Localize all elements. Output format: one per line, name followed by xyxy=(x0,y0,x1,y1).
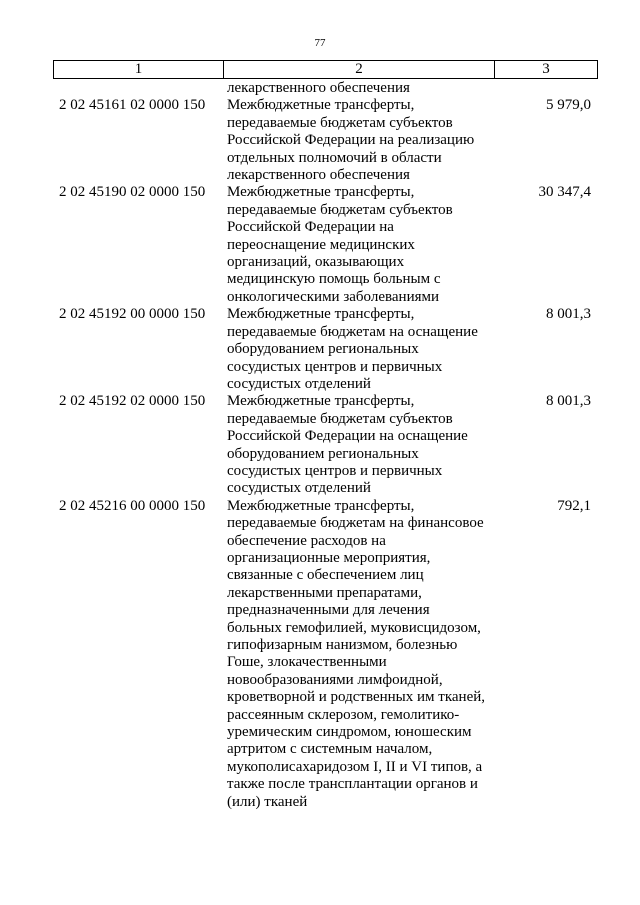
name-line: обеспечение расходов на xyxy=(227,532,386,549)
budget-code: 2 02 45161 02 0000 150 xyxy=(59,97,206,114)
name-line: Межбюджетные трансферты, xyxy=(227,393,415,410)
continuation-name-cell xyxy=(223,80,494,97)
amount-value: 8 001,3 xyxy=(546,393,591,410)
name-line: связанные с обеспечением лиц xyxy=(227,567,424,584)
revenue-name xyxy=(223,97,494,184)
name-line: отдельных полномочий в области xyxy=(227,149,442,166)
page-number: 77 xyxy=(314,37,326,49)
name-line: лекарственного обеспечения xyxy=(227,80,410,96)
name-line: Межбюджетные трансферты, xyxy=(227,497,415,514)
budget-code: 2 02 45216 00 0000 150 xyxy=(59,497,206,514)
amount-value: 792,1 xyxy=(557,497,591,514)
name-line: гипофизарным нанизмом, болезнью xyxy=(227,637,458,653)
table-row xyxy=(53,393,597,497)
budget-code: 2 02 45190 02 0000 150 xyxy=(59,184,206,201)
name-line: оборудованием региональных xyxy=(227,445,419,462)
name-line: артритом с системным началом, xyxy=(227,741,433,758)
revenue-name xyxy=(223,393,494,497)
table-row xyxy=(53,498,597,811)
name-line: передаваемые бюджетам на оснащение xyxy=(227,323,478,340)
name-line: (или) тканей xyxy=(227,793,308,810)
name-line: передаваемые бюджетам на финансовое xyxy=(227,515,484,532)
continuation-row xyxy=(53,80,597,97)
continuation-code-cell xyxy=(53,80,223,97)
amount-value: 8 001,3 xyxy=(546,306,591,323)
header-col-1: 1 xyxy=(54,61,224,79)
header-col-3: 3 xyxy=(495,61,598,79)
revenue-name xyxy=(223,184,494,306)
name-line: кроветворной и родственных им тканей, xyxy=(227,689,486,706)
name-line: Межбюджетные трансферты, xyxy=(227,306,415,323)
name-line: сосудистых отделений xyxy=(227,375,371,392)
name-line: организаций, оказывающих xyxy=(227,254,405,271)
name-line: также после трансплантации органов и xyxy=(227,776,478,793)
name-line: оборудованием региональных xyxy=(227,341,419,358)
name-line: лекарственными препаратами, xyxy=(227,584,422,601)
continuation-value-cell xyxy=(494,80,597,97)
name-line: мукополисахаридозом I, II и VI типов, а xyxy=(227,758,483,775)
name-line: Российской Федерации на оснащение xyxy=(227,428,468,445)
name-line: передаваемые бюджетам субъектов xyxy=(227,114,453,131)
budget-code: 2 02 45192 02 0000 150 xyxy=(59,393,206,410)
name-line: переоснащение медицинских xyxy=(227,236,415,253)
budget-code: 2 02 45192 00 0000 150 xyxy=(59,306,206,323)
revenue-table-body xyxy=(53,80,597,811)
name-line: Межбюджетные трансферты, xyxy=(227,97,415,114)
table-row xyxy=(53,97,597,184)
name-line: онкологическими заболеваниями xyxy=(227,288,440,305)
revenue-table xyxy=(53,80,597,811)
name-line: сосудистых отделений xyxy=(227,480,371,497)
name-line: передаваемые бюджетам субъектов xyxy=(227,201,453,218)
table-row xyxy=(53,306,597,393)
name-line: Российской Федерации на реализацию xyxy=(227,132,475,149)
header-col-2: 2 xyxy=(224,61,495,79)
revenue-name xyxy=(223,498,494,811)
name-line: сосудистых центров и первичных xyxy=(227,358,443,375)
amount-value: 5 979,0 xyxy=(546,97,591,114)
name-line: медицинскую помощь больным с xyxy=(227,271,441,288)
name-line: рассеянным склерозом, гемолитико- xyxy=(227,706,460,723)
table-row xyxy=(53,184,597,306)
name-line: Межбюджетные трансферты, xyxy=(227,184,415,201)
name-line: организационные мероприятия, xyxy=(227,549,431,566)
amount-value: 30 347,4 xyxy=(538,184,591,201)
name-line: предназначенными для лечения xyxy=(227,602,430,619)
name-line: уремическим синдромом, юношеским xyxy=(227,724,472,741)
table-header xyxy=(53,60,598,79)
header-row xyxy=(54,61,598,79)
name-line: Российской Федерации на xyxy=(227,219,394,236)
name-line: сосудистых центров и первичных xyxy=(227,462,443,479)
name-line: новообразованиями лимфоидной, xyxy=(227,671,443,688)
name-line: передаваемые бюджетам субъектов xyxy=(227,410,453,427)
name-line: Гоше, злокачественными xyxy=(227,654,387,671)
name-line: больных гемофилией, муковисцидозом, xyxy=(227,619,481,636)
revenue-name xyxy=(223,306,494,393)
name-line: лекарственного обеспечения xyxy=(227,167,410,184)
